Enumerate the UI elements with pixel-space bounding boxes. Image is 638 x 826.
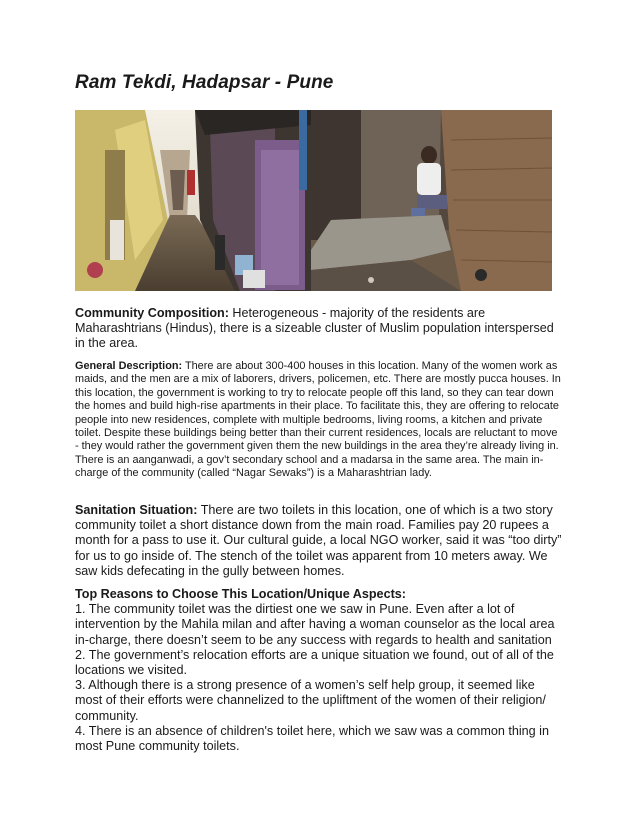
top-reasons xyxy=(75,587,565,754)
reason-item: 4. There is an absence of children's toilet here, which we saw was a common thing in most Pune community toilets. xyxy=(75,723,549,754)
general-text: There are about 300-400 houses in this location. Many of the women work as maids, and the men are a mix of laborers, drivers, policemen, etc. There are mostly pucca houses. In this location, the government is working to try to relocate people off this land, so they can tear down the homes and build high-rise apartments in their place. To facilitate this, they are offering to relocate people into new residences, complete with multiple bedrooms, living rooms, a kitchen and private toilet. Despite these buildings being better than their current residences, locals are reluctant to move - they would rather the government given them the new buildings in the area they’re already living in. There is an aanganwadi, a gov’t secondary school and a madarsa in the same area. The main in-charge of the community (called “Nagar Sewaks”) is a Maharashtrian lady. xyxy=(75,360,561,480)
reason-item: 3. Although there is a strong presence of a women’s self help group, it seemed like most of their efforts were channelized to the upliftment of the women of their religion/ community. xyxy=(75,678,546,723)
community-label: Community Composition: xyxy=(75,306,229,320)
top-reasons-heading: Top Reasons to Choose This Location/Unique Aspects: xyxy=(75,587,406,601)
general-description xyxy=(75,360,563,481)
sanitation-text: There are two toilets in this location, one of which is a two story community toilet a short distance down from the main road. Families pay 20 rupees a month for a pass to use it. Our cultural guide, a local NGO worker, said it was “too dirty” for us to go inside of. The stench of the toilet was apparent from 10 meters away. We saw kids defecating in the gully between homes. xyxy=(75,503,562,578)
reason-item: 2. The government’s relocation efforts are a unique situation we found, out of all of the locations we visited. xyxy=(75,647,554,678)
general-label: General Description: xyxy=(75,360,183,372)
gully-photo xyxy=(311,110,552,291)
community-composition xyxy=(75,306,565,352)
reason-item: 1. The community toilet was the dirtiest one we saw in Pune. Even after a lot of intervention by the Mahila milan and after having a woman counselor as the local area in-charge, there doesn’t seem to be any success with regards to health and sanitation xyxy=(75,602,555,647)
photo-strip xyxy=(75,110,552,291)
page-title: Ram Tekdi, Hadapsar - Pune xyxy=(75,72,334,93)
community-text: Heterogeneous - majority of the residents are Maharashtrians (Hindus), there is a sizeable cluster of Muslim population interspersed in the area. xyxy=(75,306,554,351)
sanitation-label: Sanitation Situation: xyxy=(75,503,198,517)
alley-photo xyxy=(75,110,311,291)
sanitation-situation xyxy=(75,503,565,579)
